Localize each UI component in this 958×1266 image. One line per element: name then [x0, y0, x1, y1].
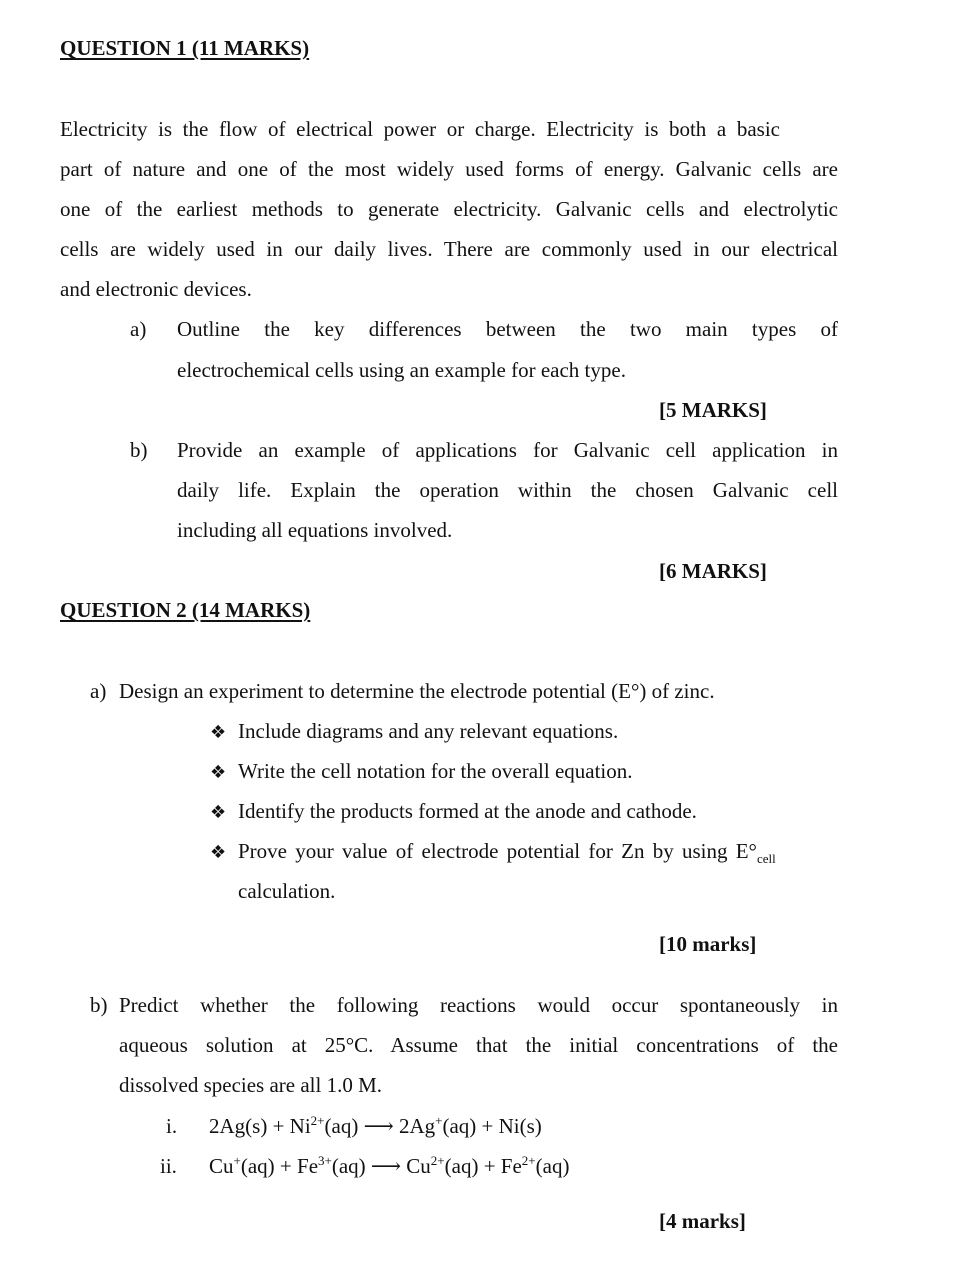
intro-line: and electronic devices. [60, 277, 252, 301]
marks-label: [10 marks] [659, 932, 757, 956]
part-label: a) [90, 679, 107, 703]
marks-label: [6 MARKS] [659, 559, 767, 583]
bullet-icon: ❖ [210, 802, 227, 823]
part-b-line: Predict whether the following reactions would occur spontaneously in [119, 993, 838, 1017]
bullet-text: Identify the products formed at the anode and cathode. [238, 799, 697, 823]
part-label: a) [130, 317, 147, 341]
part-b-line: aqueous solution at 25°C. Assume that the initial concentrations of the [119, 1033, 838, 1057]
part-b-line: Provide an example of applications for Galvanic cell application in [177, 438, 838, 462]
part-label: b) [130, 438, 148, 462]
part-a-line: Outline the key differences between the two main types of [177, 317, 838, 341]
question-1-heading: QUESTION 1 (11 MARKS) [60, 36, 310, 60]
reaction-equation: $2Ag(s) + Ni^{2+}(aq)$ ⟶ 2Ag+(aq) + Ni(s) [209, 1113, 542, 1138]
part-label: b) [90, 993, 108, 1017]
question-2-heading: QUESTION 2 (14 MARKS) [60, 598, 311, 622]
intro-line: part of nature and one of the most widely used forms of energy. Galvanic cells are [60, 157, 838, 181]
part-b-line: including all equations involved. [177, 518, 453, 542]
bullet-text: Prove your value of electrode potential for Zn by using E° [238, 839, 757, 863]
marks-label: [5 MARKS] [659, 398, 767, 422]
part-b-line: dissolved species are all 1.0 M. [119, 1073, 383, 1097]
part-a-text: Design an experiment to determine the electrode potential (E°) of zinc. [119, 679, 715, 703]
reaction-arrow-icon: ⟶ [370, 1154, 402, 1178]
intro-line: Electricity is the flow of electrical power or charge. Electricity is both a basic [60, 117, 780, 141]
bullet-continuation: calculation. [238, 879, 336, 903]
reaction-equation: $Cu^+(aq) + Fe^{3+}(aq)$ ⟶ $Cu^{2+}(aq) + Fe^{2+}(aq)$ [209, 1153, 570, 1178]
part-a-line: electrochemical cells using an example for each type. [177, 358, 626, 382]
intro-line: one of the earliest methods to generate electricity. Galvanic cells and electrolytic [60, 197, 838, 221]
bullet-item [210, 719, 618, 744]
part-b-line: daily life. Explain the operation within the chosen Galvanic cell [177, 478, 838, 502]
reaction-arrow-icon: ⟶ [363, 1114, 394, 1138]
ecell-subscript: cell [756, 851, 776, 866]
bullet-text: Include diagrams and any relevant equations. [238, 719, 619, 743]
bullet-item [210, 799, 697, 824]
bullet-icon: ❖ [210, 762, 227, 783]
bullet-icon: ❖ [210, 842, 227, 863]
reaction-numeral: i. [166, 1114, 178, 1138]
bullet-text: Write the cell notation for the overall equation. [238, 759, 633, 783]
marks-label: [4 marks] [659, 1209, 746, 1233]
bullet-item [210, 759, 633, 784]
reaction-numeral: ii. [160, 1154, 177, 1178]
bullet-icon: ❖ [210, 722, 227, 743]
intro-line: cells are widely used in our daily lives. There are commonly used in our electrical [60, 237, 838, 261]
bullet-item [210, 839, 838, 864]
